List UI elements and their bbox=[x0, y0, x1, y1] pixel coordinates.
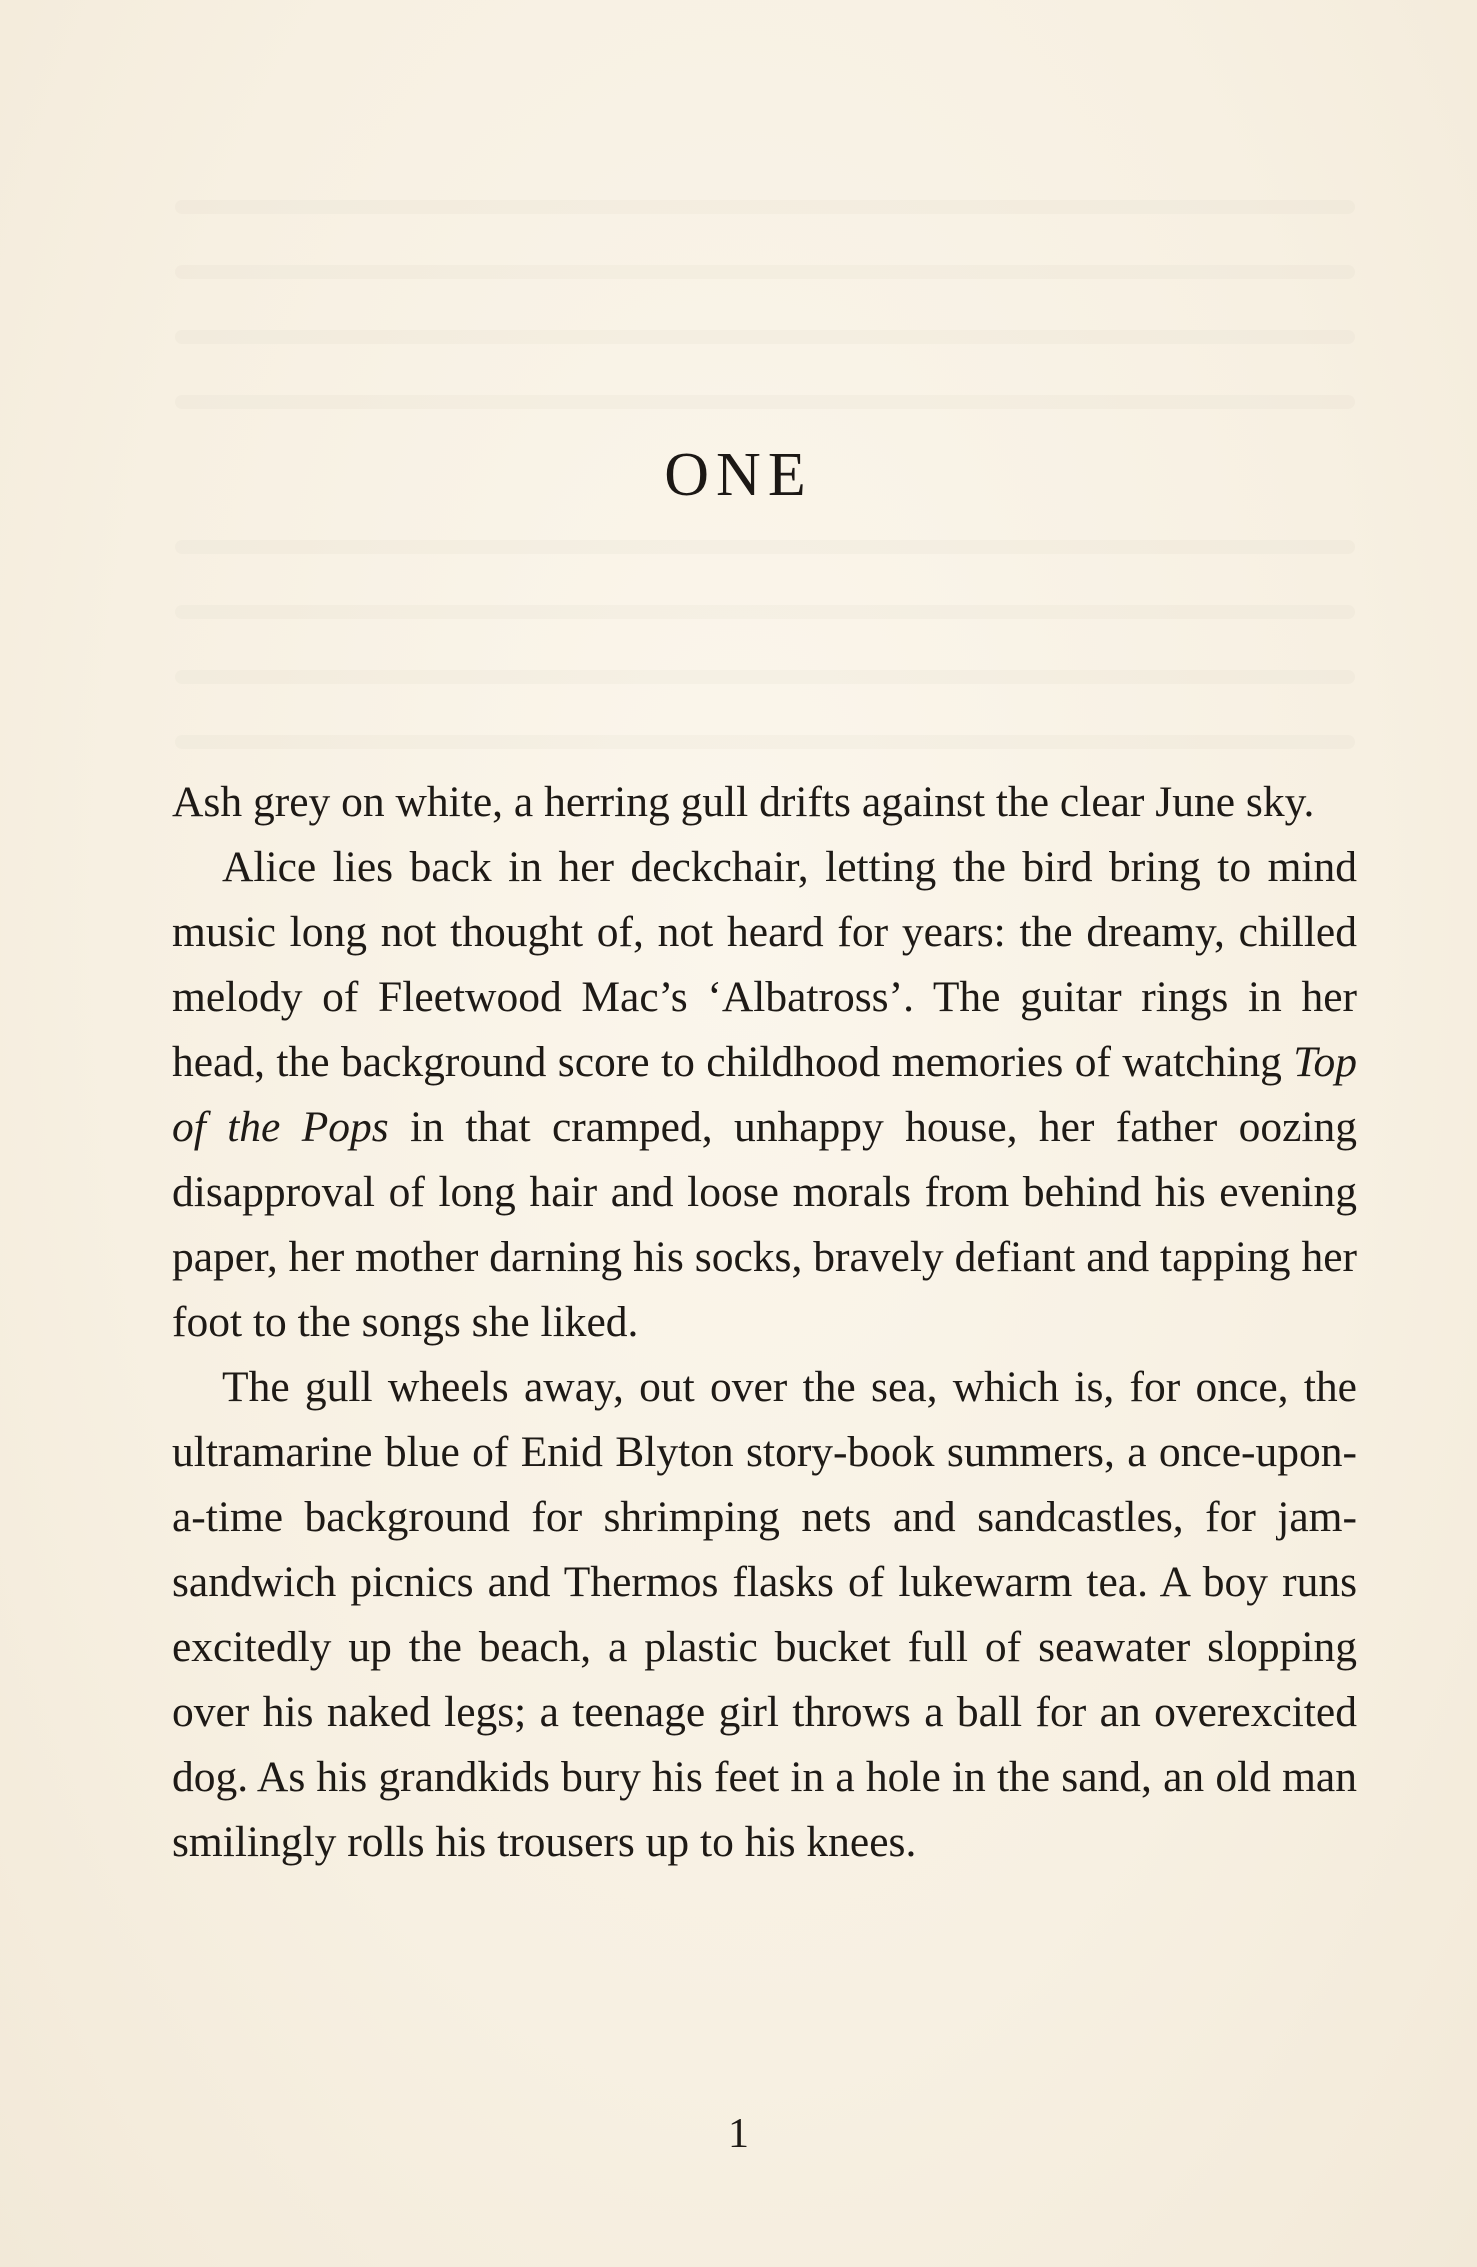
show-through-texture bbox=[175, 330, 1355, 344]
paragraph-3 bbox=[172, 1355, 1357, 1875]
show-through-texture bbox=[175, 605, 1355, 619]
paragraph-text: The gull wheels away, out over the sea, which is, for once, the ultramarine blue of Enid Blyton story-book summers, a once-upon-a-time background for shrimping nets and sandcastles, for jam-sandwich picnics and Thermos flasks of lukewarm tea. A boy runs excitedly up the beach, a plastic bucket full of seawater slopping over his naked legs; a teenage girl throws a ball for an overexcited dog. As his grandkids bury his feet in a hole in the sand, an old man smilingly rolls his trousers up to his knees. bbox=[172, 1363, 1357, 1866]
paragraph-text: in that cramped, unhappy house, her father oozing disapproval of long hair and loose morals from behind his evening paper, her mother darning his socks, bravely defiant and tapping her foot to the songs she liked. bbox=[172, 1103, 1357, 1346]
show-through-texture bbox=[175, 395, 1355, 409]
italic-title-top-of-the-pops: Top of the Pops bbox=[172, 1038, 1357, 1151]
show-through-texture bbox=[175, 265, 1355, 279]
show-through-texture bbox=[175, 540, 1355, 554]
show-through-texture bbox=[175, 200, 1355, 214]
paragraph-2 bbox=[172, 835, 1357, 1355]
paragraph-1 bbox=[172, 770, 1357, 835]
paragraph-text: Ash grey on white, a herring gull drifts against the clear June sky. bbox=[172, 778, 1315, 826]
chapter-title: ONE bbox=[664, 441, 813, 509]
paragraph-text: Alice lies back in her deckchair, letting the bird bring to mind music long not thought of, not heard for years: the dreamy, chilled melody of Fleetwood Mac’s ‘Albatross’. The guitar rings in her head, the background score to childhood memories of watching bbox=[172, 843, 1357, 1086]
chapter-body bbox=[172, 770, 1357, 1875]
show-through-texture bbox=[175, 735, 1355, 749]
show-through-texture bbox=[175, 670, 1355, 684]
page-number: 1 bbox=[728, 2111, 749, 2157]
